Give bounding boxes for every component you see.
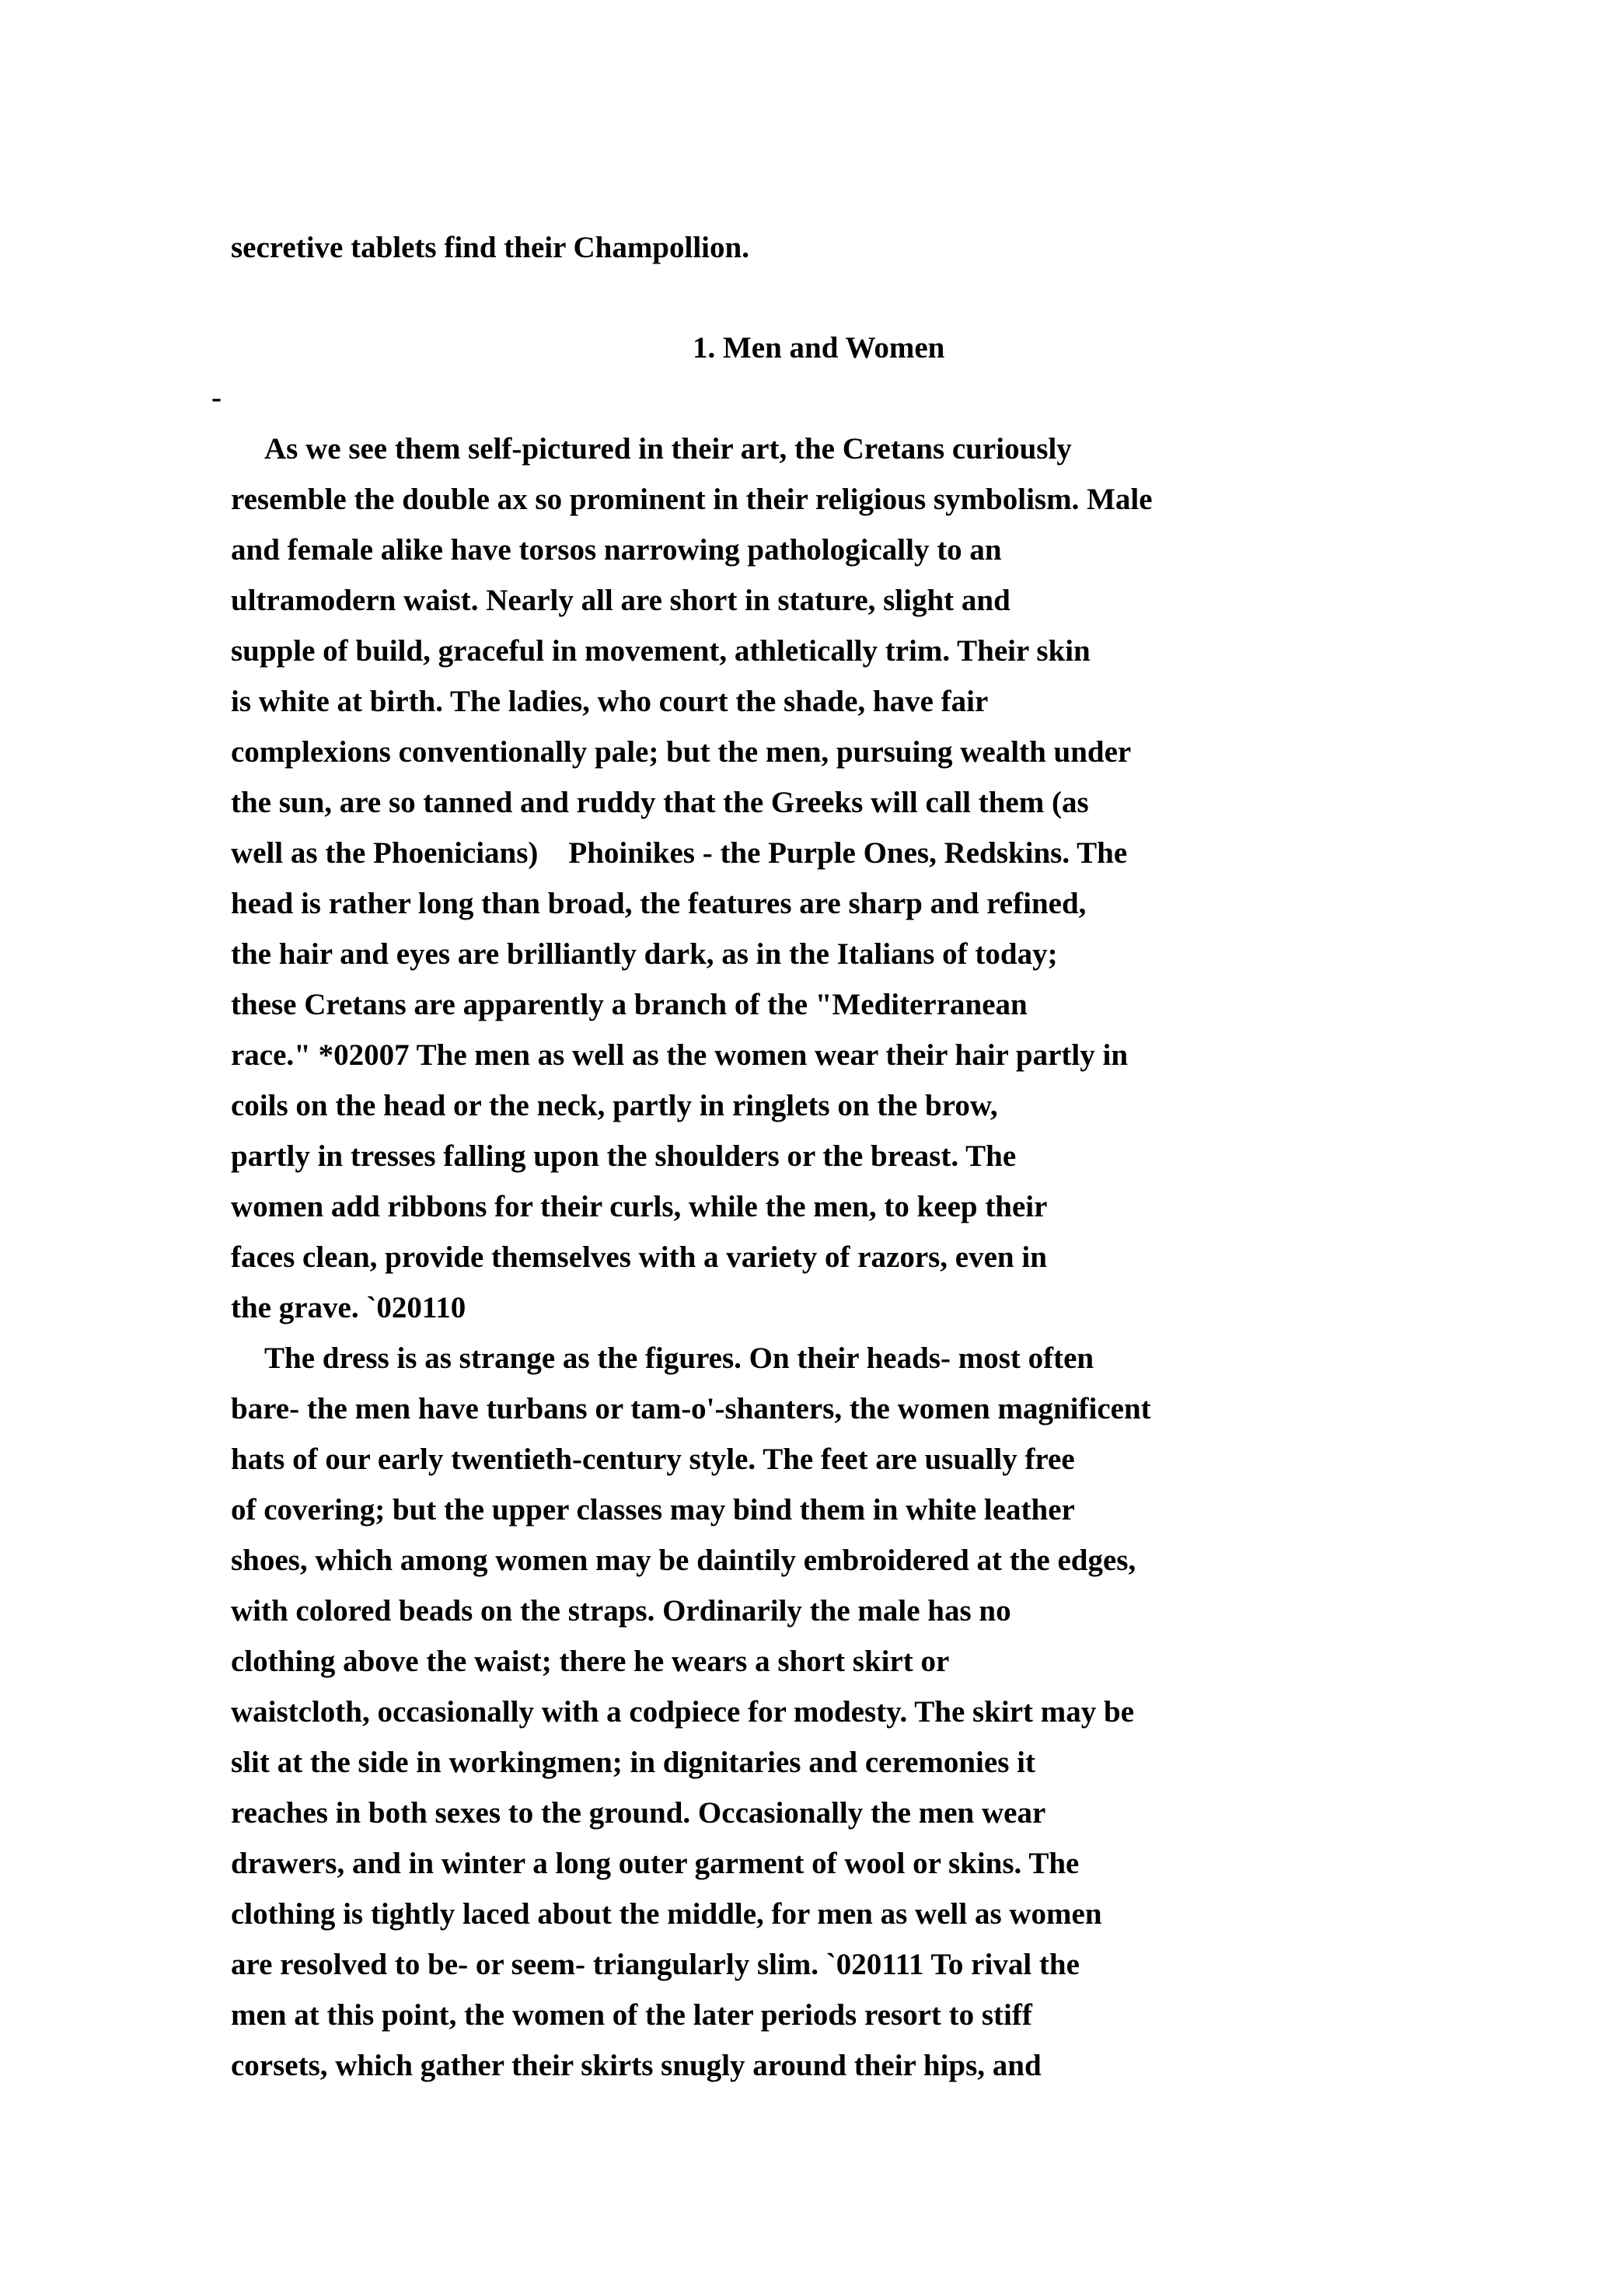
text-line: coils on the head or the neck, partly in ringlets on the brow, [231,1089,998,1122]
text-line: waistcloth, occasionally with a codpiece for modesty. The skirt may be [231,1695,1135,1729]
text-line: the grave. `020110 [231,1291,466,1324]
text-line: corsets, which gather their skirts snugly around their hips, and [231,2049,1042,2082]
stray-mark: - [211,381,222,414]
text-line: ultramodern waist. Nearly all are short in stature, slight and [231,584,1010,617]
text-line: reaches in both sexes to the ground. Occasionally the men wear [231,1796,1046,1830]
text-line: resemble the double ax so prominent in their religious symbolism. Male [231,483,1153,516]
text-line: As we see them self-pictured in their art, the Cretans curiously [264,432,1072,466]
text-line: faces clean, provide themselves with a variety of razors, even in [231,1240,1047,1274]
text-line: hats of our early twentieth-century style. The feet are usually free [231,1443,1075,1476]
text-line: and female alike have torsos narrowing pathologically to an [231,533,1002,567]
text-line: bare- the men have turbans or tam-o'-shanters, the women magnificent [231,1392,1151,1425]
text-line: The dress is as strange as the figures. On their heads- most often [264,1342,1094,1375]
text-line: women add ribbons for their curls, while the men, to keep their [231,1190,1048,1223]
text-line: well as the Phoenicians) Phoinikes - the Purple Ones, Redskins. The [231,836,1128,870]
text-line: head is rather long than broad, the features are sharp and refined, [231,887,1087,920]
text-line: shoes, which among women may be daintily embroidered at the edges, [231,1544,1136,1577]
text-line: race." *02007 The men as well as the women wear their hair partly in [231,1038,1129,1072]
text-line: slit at the side in workingmen; in dignitaries and ceremonies it [231,1746,1035,1779]
section-heading: 1. Men and Women [693,331,945,365]
text-line: drawers, and in winter a long outer garment of wool or skins. The [231,1847,1080,1880]
text-line: these Cretans are apparently a branch of the "Mediterranean [231,988,1028,1021]
text-line: partly in tresses falling upon the shoulders or the breast. The [231,1139,1017,1173]
text-line: supple of build, graceful in movement, athletically trim. Their skin [231,634,1091,668]
text-line: clothing is tightly laced about the middle, for men as well as women [231,1897,1102,1931]
text-line: clothing above the waist; there he wears a short skirt or [231,1645,950,1678]
text-line: are resolved to be- or seem- triangularly slim. `020111 To rival the [231,1948,1080,1981]
text-line: of covering; but the upper classes may bind them in white leather [231,1493,1075,1527]
text-line: men at this point, the women of the later periods resort to stiff [231,1998,1032,2032]
text-line: is white at birth. The ladies, who court the shade, have fair [231,685,989,718]
text-line: with colored beads on the straps. Ordinarily the male has no [231,1594,1011,1628]
top-line: secretive tablets find their Champollion. [231,231,749,264]
text-line: the hair and eyes are brilliantly dark, as in the Italians of today; [231,937,1058,971]
text-line: complexions conventionally pale; but the men, pursuing wealth under [231,735,1132,769]
text-line: the sun, are so tanned and ruddy that the Greeks will call them (as [231,786,1089,819]
